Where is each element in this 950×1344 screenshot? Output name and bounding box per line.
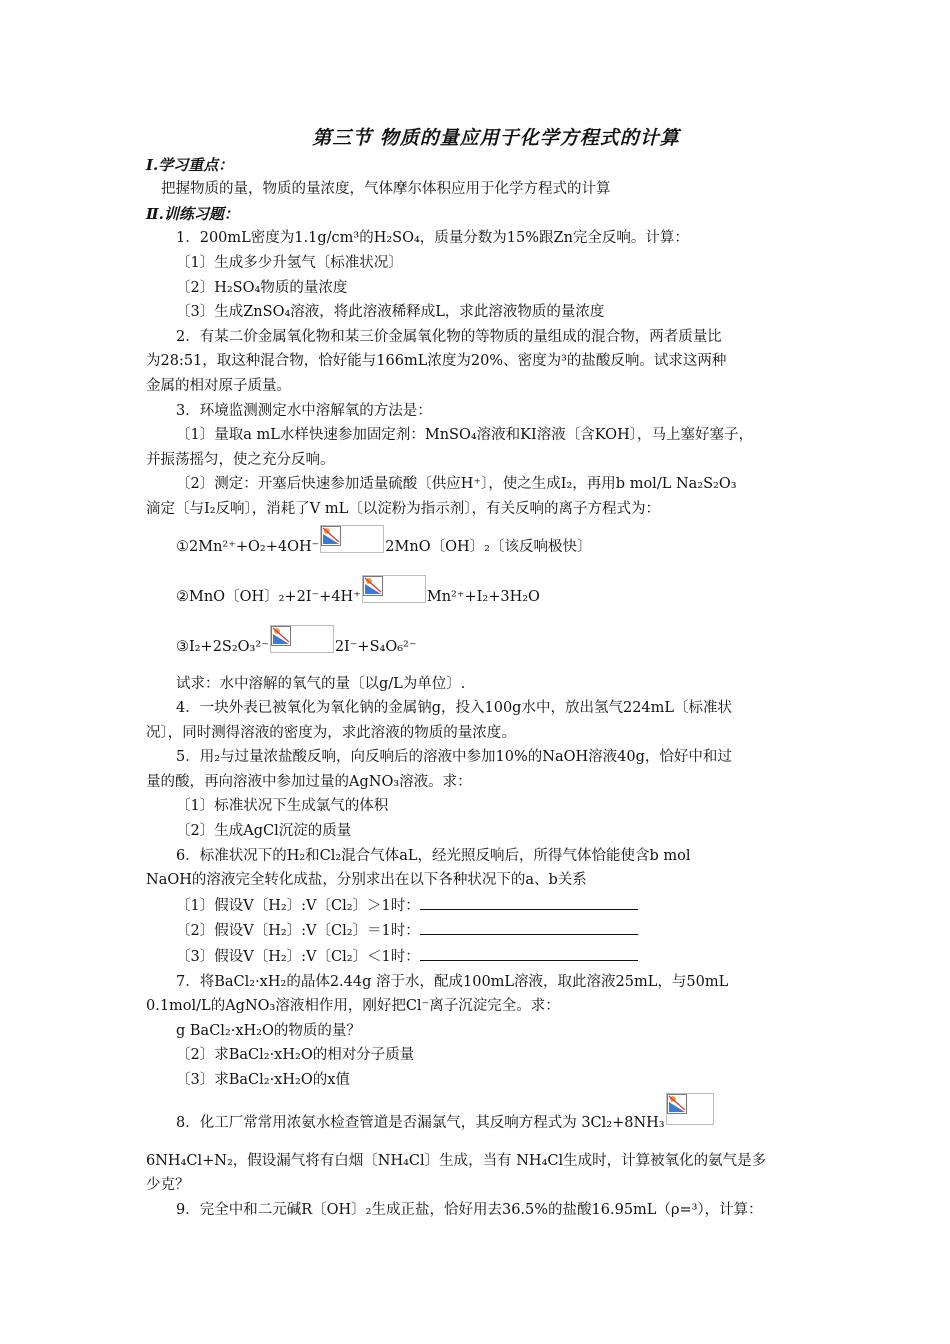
q5-line1: 5．用₂与过量浓盐酸反响，向反响后的溶液中参加10%的NaOH溶液40g，恰好中和过 [176,749,732,766]
q1-sub3: 〔3〕生成ZnSO₄溶液，将此溶液稀释成L，求此溶液物质的量浓度 [176,304,605,321]
q3-equation-2 [146,572,816,622]
q6-case2-label: 〔2〕假设V〔H₂〕:V〔Cl₂〕＝1时： [176,923,420,940]
section-focus-text: 把握物质的量，物质的量浓度，气体摩尔体积应用于化学方程式的计算 [161,181,611,198]
q6-case1-label: 〔1〕假设V〔H₂〕:V〔Cl₂〕＞1时： [176,897,420,914]
eq1-right: 2MnO〔OH〕₂〔该反响极快〕 [385,538,592,555]
q3-equation-3 [146,622,816,672]
q8-line3: 少克？ [146,1177,190,1194]
q3-part2-line1: 〔2〕测定：开塞后快速参加适量硫酸〔供应H⁺〕，使之生成I₂，再用b mol/L Na₂S₂O₃ [176,476,737,493]
page-title: 第三节 物质的量应用于化学方程式的计算 [312,127,680,149]
q6-case1-answer-blank[interactable] [420,893,638,910]
q5-line2: 量的酸，再向溶液中参加过量的AgNO₃溶液。求： [146,773,472,790]
q1-sub2: 〔2〕H₂SO₄物质的量浓度 [176,279,348,296]
q3-ask: 试求：水中溶解的氧气的量〔以g/L为单位〕. [176,675,466,692]
q6-case2 [146,918,816,944]
q5-sub2: 〔2〕生成AgCl沉淀的质量 [176,823,352,840]
eq3-image [270,625,334,653]
q6-line2: NaOH的溶液完全转化成盐，分别求出在以下各种状况下的a、b关系 [146,872,587,889]
q4-line2: 况〕，同时测得溶液的密度为，求此溶液的物质的量浓度。 [146,724,516,741]
q1-stem: 1．200mL密度为1.1g/cm³的H₂SO₄，质量分数为15%跟Zn完全反响。计算： [176,230,689,247]
eq1-left: ①2Mn²⁺+O₂+4OH⁻ [176,538,320,555]
eq2-image [362,575,426,603]
q8-line2: 6NH₄Cl+N₂，假设漏气将有白烟〔NH₄Cl〕生成，当有 NH₄Cl生成时，计算被氧化的氨气是多 [146,1152,767,1169]
eq3-right: 2I⁻+S₄O₆²⁻ [334,638,417,655]
q6-case2-answer-blank[interactable] [420,918,638,935]
q3-part2-line2: 滴定〔与I₂反响〕，消耗了V mL〔以淀粉为指示剂〕，有关反响的离子方程式为： [146,500,660,517]
eq3-left: ③I₂+2S₂O₃²⁻ [176,638,269,655]
broken-image-icon [321,526,341,546]
q6-case3 [146,944,816,970]
q4-line1: 4．一块外表已被氧化为氧化钠的金属钠g，投入100g水中，放出氢气224mL〔标准状 [176,700,733,717]
broken-image-icon [667,1094,687,1114]
q6-case3-answer-blank[interactable] [420,944,638,961]
q8-equation-image [666,1093,714,1125]
q7-line1: 7．将BaCl₂·xH₂的晶体2.44g 溶于水，配成100mL溶液，取此溶液25mL，与50mL [176,973,729,990]
q7-line2: 0.1mol/L的AgNO₃溶液相作用，刚好把Cl⁻离子沉淀完全。求： [146,998,560,1015]
q1-sub1: 〔1〕生成多少升氢气〔标准状况〕 [176,254,403,271]
section-heading-focus: Ⅰ.学习重点： [146,155,234,174]
document-body [146,126,816,1222]
broken-image-icon [271,626,291,646]
q6-case3-label: 〔3〕假设V〔H₂〕:V〔Cl₂〕＜1时： [176,949,420,966]
q7-sub1: g BaCl₂·xH₂O的物质的量？ [176,1022,361,1039]
eq2-right: Mn²⁺+I₂+3H₂O [426,588,540,605]
q3-stem: 3．环境监测测定水中溶解氧的方法是： [176,402,432,419]
q2-line1: 2．有某二价金属氧化物和某三价金属氧化物的等物质的量组成的混合物，两者质量比 [176,328,722,345]
eq2-left: ②MnO〔OH〕₂+2I⁻+4H⁺ [176,588,361,605]
q3-equation-1 [146,522,816,572]
q5-sub1: 〔1〕标准状况下生成氯气的体积 [176,798,389,815]
q7-sub3: 〔3〕求BaCl₂·xH₂O的x值 [176,1072,350,1088]
q3-part1-line2: 并振荡摇匀，使之充分反响。 [146,451,335,468]
q8-line1 [146,1093,816,1149]
q6-line1: 6．标准状况下的H₂和Cl₂混合气体aL，经光照反响后，所得气体恰能使含b mol [176,847,691,864]
q6-case1 [146,893,816,919]
section-heading-exercises: Ⅱ.训练习题： [146,204,239,223]
q3-part1-line1: 〔1〕量取a mL水样快速参加固定剂：MnSO₄溶液和KI溶液〔含KOH〕，马上塞好塞子， [176,427,753,444]
q8-line1-text: 8．化工厂常常用浓氨水检查管道是否漏氯气，其反响方程式为 3Cl₂+8NH₃ [176,1114,665,1131]
broken-image-icon [363,576,383,596]
q7-sub2: 〔2〕求BaCl₂·xH₂O的相对分子质量 [176,1047,415,1064]
q2-line3: 金属的相对原子质量。 [146,377,291,394]
q9-line1: 9．完全中和二元碱R〔OH〕₂生成正盐，恰好用去36.5%的盐酸16.95mL（ρ=³），计算： [176,1201,763,1218]
eq1-image [320,525,384,553]
q2-line2: 为28:51，取这种混合物，恰好能与166mL浓度为20%、密度为³的盐酸反响。试求这两种 [146,353,727,370]
